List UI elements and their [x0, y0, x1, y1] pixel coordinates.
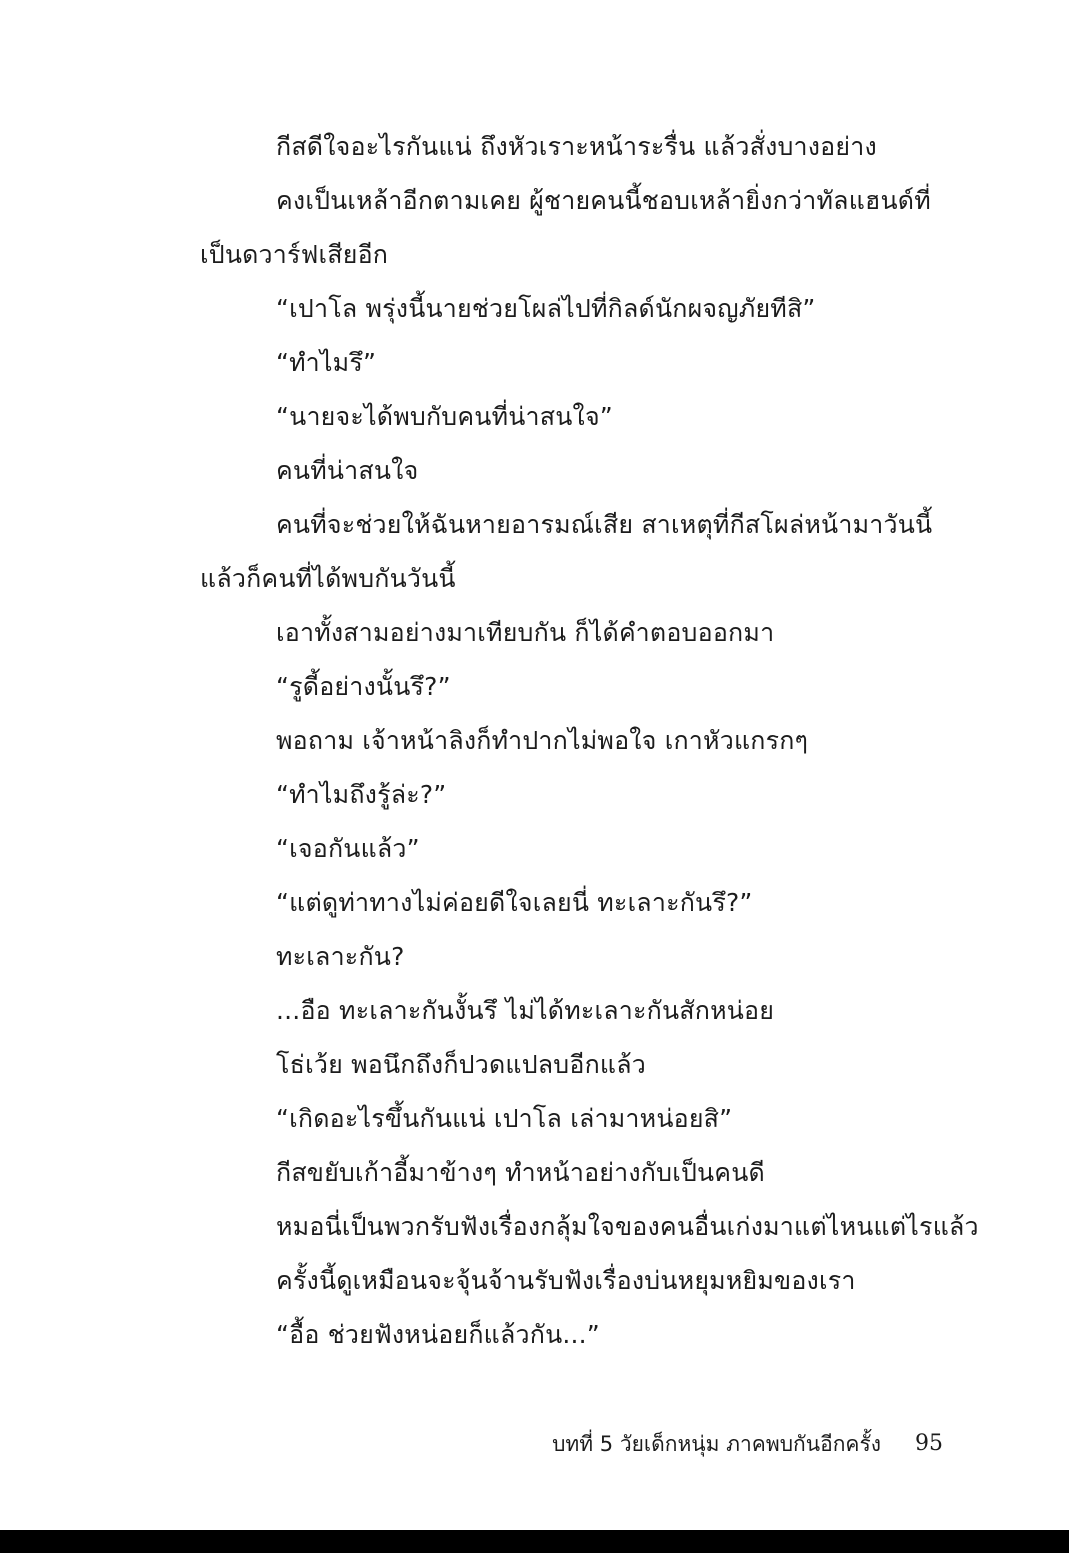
paragraph-line: หมอนี่เป็นพวกรับฟังเรื่องกลุ้มใจของคนอื่นเก่งมาแต่ไหนแต่ไรแล้ว — [276, 1212, 979, 1241]
bottom-black-bar — [0, 1530, 1069, 1553]
paragraph-line: “เกิดอะไรขึ้นกันแน่ เปาโล เล่ามาหน่อยสิ” — [276, 1104, 733, 1133]
running-footer-chapter: บทที่ 5 วัยเด็กหนุ่ม ภาคพบกันอีกครั้ง — [552, 1432, 881, 1456]
paragraph-line: คนที่จะช่วยให้ฉันหายอารมณ์เสีย สาเหตุที่กีสโผล่หน้ามาวันนี้ — [276, 510, 933, 539]
paragraph-line: “เปาโล พรุ่งนี้นายช่วยโผล่ไปที่กิลด์นักผจญภัยทีสิ” — [276, 294, 816, 323]
paragraph-line: “นายจะได้พบกับคนที่น่าสนใจ” — [276, 402, 613, 431]
paragraph-line: “รูดี้อย่างนั้นรึ?” — [276, 672, 451, 701]
page-number: 95 — [915, 1431, 943, 1456]
paragraph-line: ทะเลาะกัน? — [276, 942, 405, 971]
paragraph-line: “แต่ดูท่าทางไม่ค่อยดีใจเลยนี่ ทะเลาะกันรึ?” — [276, 888, 753, 917]
paragraph-line: ...อือ ทะเลาะกันงั้นรึ ไม่ได้ทะเลาะกันสักหน่อย — [276, 996, 775, 1025]
paragraph-line: “ทำไมถึงรู้ล่ะ?” — [276, 780, 447, 809]
paragraph-line: กีสขยับเก้าอี้มาข้างๆ ทำหน้าอย่างกับเป็นคนดี — [276, 1158, 765, 1187]
paragraph-line: พอถาม เจ้าหน้าลิงก็ทำปากไม่พอใจ เกาหัวแกรกๆ — [276, 726, 809, 755]
paragraph-line: “เจอกันแล้ว” — [276, 834, 420, 863]
paragraph-line: คงเป็นเหล้าอีกตามเคย ผู้ชายคนนี้ชอบเหล้ายิ่งกว่าทัลแฮนด์ที่ — [276, 186, 931, 215]
paragraph-line: คนที่น่าสนใจ — [276, 456, 419, 485]
paragraph-line: เอาทั้งสามอย่างมาเทียบกัน ก็ได้คำตอบออกมา — [276, 618, 775, 647]
paragraph-line: แล้วก็คนที่ได้พบกันวันนี้ — [200, 564, 456, 593]
page-footer — [0, 1424, 1069, 1464]
paragraph-line: กีสดีใจอะไรกันแน่ ถึงหัวเราะหน้าระรื่น แล้วสั่งบางอย่าง — [276, 132, 877, 161]
paragraph-line: เป็นดวาร์ฟเสียอีก — [200, 240, 389, 269]
paragraph-line: โธ่เว้ย พอนึกถึงก็ปวดแปลบอีกแล้ว — [276, 1050, 647, 1079]
paragraph-line: “ทำไมรึ” — [276, 348, 377, 377]
paragraph-line: “อื้อ ช่วยฟังหน่อยก็แล้วกัน...” — [276, 1320, 600, 1349]
paragraph-line: ครั้งนี้ดูเหมือนจะจุ้นจ้านรับฟังเรื่องบ่นหยุมหยิมของเรา — [276, 1266, 856, 1295]
